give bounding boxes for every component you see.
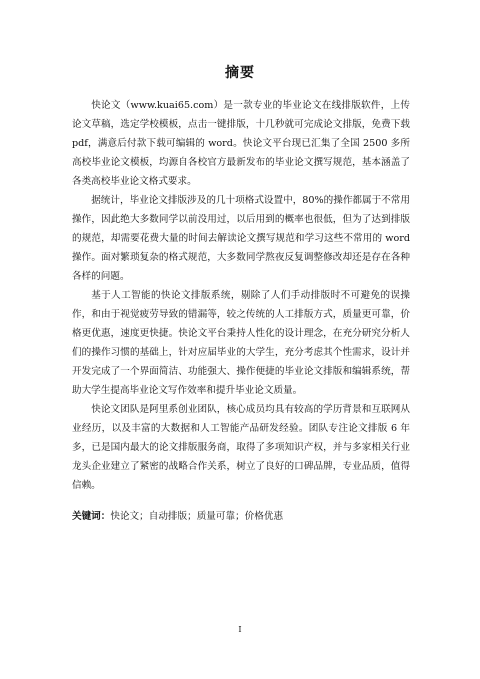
abstract-body	[72, 96, 410, 526]
paragraph-4: 快论文团队是阿里系创业团队，核心成员均具有较高的学历背景和互联网从业经历，以及丰富的大数据和人工智能产品研发经验。团队专注论文排版 6 年多，已是国内最大的论文排版服务商，取得了多项知识产权，并与多家相关行业龙头企业建立了紧密的战略合作关系，树立了良好的口碑品牌，专业品质，值得信赖。	[72, 404, 410, 491]
paragraph-2: 据统计，毕业论文排版涉及的几十项格式设置中，80%的操作都属于不常用操作，因此绝大多数同学以前没用过，以后用到的概率也很低，但为了达到排版的规范，却需要花费大量的时间去解读论文撰写规范和学习这些不常用的 word 操作。面对繁琐复杂的格式规范，大多数同学熬夜反复调整修改却还是存在各种各样的问题。	[72, 195, 410, 282]
paragraph-1: 快论文（www.kuai65.com）是一款专业的毕业论文在线排版软件，上传论文草稿，选定学校模板，点击一键排版，十几秒就可完成论文排版，免费下载 pdf，满意后付款下载可编辑的 word。快论文平台现已汇集了全国 2500 多所高校毕业论文模板，均源自各校官方最新发布的毕业论文撰写规范，基本涵盖了各类高校毕业论文格式要求。	[72, 100, 410, 187]
keywords-line	[72, 507, 410, 526]
page-number: I	[238, 625, 242, 634]
paragraph-3: 基于人工智能的快论文排版系统，剔除了人们手动排版时不可避免的误操作，和由于视觉疲劳导致的错漏等，较之传统的人工排版方式，质量更可靠，价格更优惠，速度更快捷。快论文平台秉持人性化的设计理念，在充分研究分析人们的操作习惯的基础上，针对应届毕业的大学生，充分考虑其个性需求，设计并开发完成了一个界面简洁、功能强大、操作便捷的毕业论文排版和编辑系统，帮助大学生提高毕业论文写作效率和提升毕业论文质量。	[72, 290, 410, 396]
keywords-label: 关键词：	[72, 511, 111, 522]
abstract-title: 摘要	[225, 65, 255, 81]
keywords-value: 快论文；自动排版；质量可靠；价格优惠	[110, 511, 284, 522]
